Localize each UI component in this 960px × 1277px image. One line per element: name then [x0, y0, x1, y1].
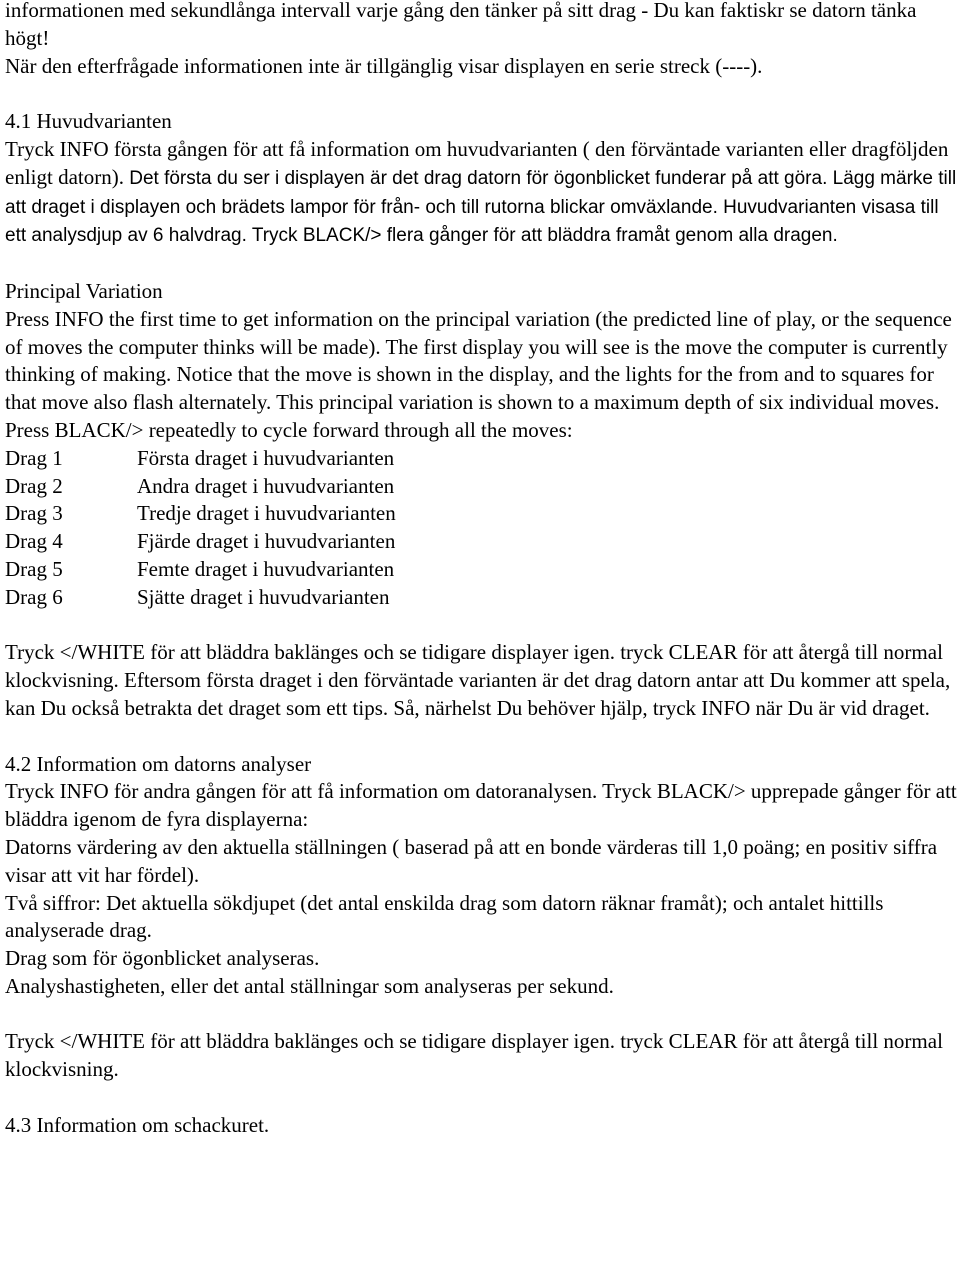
section-4-1-body-sans: Det första du ser i displayen är det drag datorn för ögonblicket funderar på att göra. Lägg märke till att draget i displayen och brädets lampor för från- och till rutorna blickar omväxlande. Huvudvarianten visasa till ett analysdjup av 6 halvdrag. Tryck BLACK/> flera gånger för att bläddra framåt genom alla dragen.	[5, 167, 957, 247]
drag-label: Drag 4	[5, 529, 63, 554]
section-4-3-heading: 4.3 Information om schackuret.	[5, 1112, 270, 1137]
spacer	[5, 1084, 960, 1112]
principal-variation-body: Press INFO the first time to get information on the principal variation (the predicted line of play, or the sequence of moves the computer thinks will be made). The first display you will see is the move the computer is currently thinking of making. Notice that the move is shown in the display, and the lights for the from and to squares for that move also flash alternately. This principal variation is shown to a maximum depth of six individual moves. Press BLACK/> repeatedly to cycle forward through all the moves:	[5, 306, 952, 442]
section-4-2-item-3: Drag som för ögonblicket analyseras.	[5, 946, 320, 971]
section-4-1-heading: 4.1 Huvudvarianten	[5, 109, 172, 134]
drag-label: Drag 3	[5, 501, 63, 526]
drag-description: Tredje draget i huvudvarianten	[137, 501, 396, 526]
drag-label: Drag 5	[5, 556, 63, 581]
after-table-paragraph: Tryck </WHITE för att bläddra baklänges och se tidigare displayer igen. tryck CLEAR för att återgå till normal klockvisning. Eftersom första draget i den förväntade varianten är det drag datorn antar att Du kommer att spela, kan Du också betrakta det draget som ett tips. Så, närhelst Du behöver hjälp, tryck INFO när Du är vid draget.	[5, 640, 951, 720]
section-4-2-item-2: Två siffror: Det aktuella sökdjupet (det antal enskilda drag som datorn räknar framåt); och antalet hittills analyserade drag.	[5, 890, 884, 943]
spacer	[5, 612, 960, 640]
drag-description: Första draget i huvudvarianten	[137, 445, 395, 470]
drag-label: Drag 1	[5, 445, 63, 470]
drag-row	[5, 445, 960, 473]
drag-row	[5, 584, 960, 612]
drag-row	[5, 473, 960, 501]
spacer	[5, 250, 960, 278]
section-4-2-item-1: Datorns värdering av den aktuella ställningen ( baserad på att en bonde värderas till 1,0 poäng; en positiv siffra visar att vit har fördel).	[5, 834, 938, 887]
drag-row	[5, 528, 960, 556]
drag-description: Femte draget i huvudvarianten	[137, 556, 395, 581]
section-4-2-heading: 4.2 Information om datorns analyser	[5, 751, 312, 776]
drag-table	[5, 445, 960, 612]
principal-variation-heading: Principal Variation	[5, 278, 163, 303]
drag-label: Drag 2	[5, 473, 63, 498]
drag-description: Andra draget i huvudvarianten	[137, 473, 395, 498]
spacer	[5, 1001, 960, 1029]
section-4-1-body	[5, 136, 960, 250]
spacer	[5, 80, 960, 108]
spacer	[5, 723, 960, 751]
drag-description: Fjärde draget i huvudvarianten	[137, 529, 396, 554]
document-page	[5, 0, 960, 1140]
drag-row	[5, 500, 960, 528]
intro-paragraph-1: informationen med sekundlånga intervall varje gång den tänker på sitt drag - Du kan faktiskr se datorn tänka högt!	[5, 0, 917, 50]
drag-row	[5, 556, 960, 584]
section-4-2-intro: Tryck INFO för andra gången för att få information om datoranalysen. Tryck BLACK/> upprepade gånger för att bläddra igenom de fyra displayerna:	[5, 779, 957, 832]
section-4-1-body-serif: Tryck INFO första gången för att få information om huvudvarianten ( den förväntade varianten eller dragföljden enligt datorn).	[5, 136, 949, 189]
drag-label: Drag 6	[5, 584, 63, 609]
section-4-2-footer: Tryck </WHITE för att bläddra baklänges och se tidigare displayer igen. tryck CLEAR för att återgå till normal klockvisning.	[5, 1029, 943, 1082]
section-4-2-item-4: Analyshastigheten, eller det antal ställningar som analyseras per sekund.	[5, 973, 614, 998]
drag-description: Sjätte draget i huvudvarianten	[137, 584, 390, 609]
intro-paragraph-2: När den efterfrågade informationen inte är tillgänglig visar displayen en serie streck (----).	[5, 53, 763, 78]
